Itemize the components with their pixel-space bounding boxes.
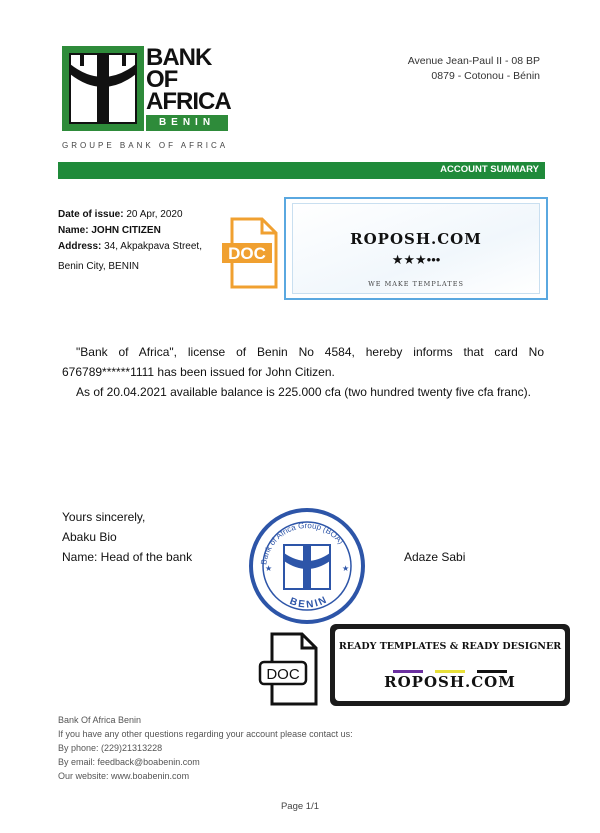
footer-email: By email: feedback@boabenin.com xyxy=(58,757,200,767)
signer-title: Name: Head of the bank xyxy=(62,550,193,564)
svg-text:★: ★ xyxy=(342,564,350,573)
bank-address-line2: 0879 - Cotonou - Bénin xyxy=(431,70,540,82)
bank-name-line2: OF xyxy=(146,66,178,93)
footer-line2: If you have any other questions regarding your account please contact us: xyxy=(58,729,353,739)
doc-icon-label: DOC xyxy=(228,244,266,263)
bank-address-line1: Avenue Jean-Paul II - 08 BP xyxy=(407,55,540,67)
svg-text:★: ★ xyxy=(265,564,273,573)
section-header-bar xyxy=(58,162,545,179)
address-value-line2: Benin City, BENIN xyxy=(58,261,139,272)
letter-paragraph-1: "Bank of Africa", license of Benin No 4584, hereby informs that card No 676789******1111 has been issued for John Citizen. xyxy=(62,345,544,379)
footer-website: Our website: www.boabenin.com xyxy=(58,771,190,781)
customer-address xyxy=(58,241,202,252)
promo-banner xyxy=(330,624,570,706)
section-title: ACCOUNT SUMMARY xyxy=(440,164,539,175)
stamp-ring-text: Bank of Africa Group (BOA) xyxy=(259,520,346,566)
bank-name-line3: AFRICA xyxy=(146,88,231,115)
promo-doc-icon xyxy=(258,632,320,706)
salutation: Yours sincerely, xyxy=(62,510,146,524)
boa-emblem-icon xyxy=(62,46,144,131)
watermark-tagline: WE MAKE TEMPLATES xyxy=(368,280,464,288)
date-of-issue xyxy=(58,209,183,220)
address-label: Address: xyxy=(58,241,102,252)
bank-country-bar: BENIN xyxy=(146,115,228,131)
footer-line1: Bank Of Africa Benin xyxy=(58,715,142,725)
svg-text:BENIN xyxy=(288,594,330,611)
watermark-title: ROPOSH.COM xyxy=(350,230,482,248)
customer-name xyxy=(58,225,161,236)
watermark-banner xyxy=(284,197,548,300)
promo-title: READY TEMPLATES & READY DESIGNER xyxy=(338,641,562,652)
footer-phone: By phone: (229)21313228 xyxy=(58,743,163,753)
group-label: GROUPE BANK OF AFRICA xyxy=(62,141,229,150)
letter-paragraph-2: As of 20.04.2021 available balance is 225.000 cfa (two hundred twenty five cfa franc). xyxy=(76,385,531,399)
name-value: JOHN CITIZEN xyxy=(91,225,161,236)
page-number: Page 1/1 xyxy=(280,801,320,812)
bank-logo-mark xyxy=(62,46,144,131)
stamp-bottom-text: BENIN xyxy=(288,594,331,611)
second-signer: Adaze Sabi xyxy=(404,550,466,564)
promo-doc-label: DOC xyxy=(266,666,300,683)
signer-name: Abaku Bio xyxy=(62,530,117,544)
stamp-emblem-icon xyxy=(284,545,330,589)
name-label: Name: xyxy=(58,225,89,236)
watermark-stars: ★★★••• xyxy=(391,252,441,267)
promo-brand: ROPOSH.COM xyxy=(384,673,516,691)
address-value-line1: 34, Akpakpava Street, xyxy=(104,241,202,252)
doc-file-icon xyxy=(222,217,280,289)
date-label: Date of issue: xyxy=(58,209,124,220)
official-stamp xyxy=(248,507,366,625)
date-value: 20 Apr, 2020 xyxy=(126,209,183,220)
bank-name-line1: BANK xyxy=(146,44,212,71)
